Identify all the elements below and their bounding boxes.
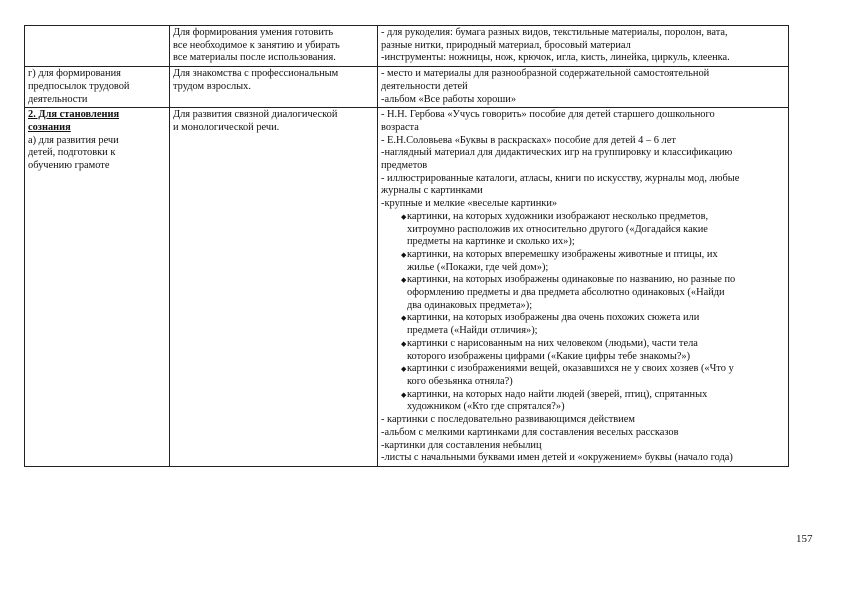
text-line: -листы с начальными буквами имен детей и «окружением» буквы (начало года) [381,452,733,464]
text-line: деятельности [28,93,88,105]
text-line: детей, подготовки к [28,147,116,159]
text-line: картинки, на которых вперемешку изображены животные и птицы, их [407,248,718,260]
text-line: -наглядный материал для дидактических игр на группировку и классификацию [381,147,733,159]
purpose-cell [170,108,378,467]
text-line: -картинки для составления небылиц [381,439,542,451]
list-item [381,389,785,414]
text-line: а) для развития речи [28,134,119,146]
text-line: возраста [381,121,419,133]
table-row [25,108,789,467]
diamond-bullet-icon: ◆ [401,276,407,285]
text-line: оформлению предметы и два предмета абсолютно одинаковых («Найди [407,287,725,299]
materials-cell [378,108,789,467]
text-line: художником («Кто где спрятался?») [407,401,565,413]
text-line: все необходимое к занятию и убирать [173,39,340,51]
text-line: - для рукоделия: бумага разных видов, текстильные материалы, поролон, вата, [381,27,728,38]
section-heading [28,109,166,134]
page-number: 157 [796,533,813,545]
list-item [381,363,785,388]
text-line: предметы на картинке и сколько их»); [407,236,575,248]
text-line: Для формирования умения готовить [173,27,334,38]
text-line: картинки, на которых надо найти людей (зверей, птиц), спрятанных [407,388,708,400]
area-cell [25,26,170,67]
text-line: кого обезьянка отняла?) [407,375,513,387]
diamond-bullet-icon: ◆ [401,250,407,259]
table-row [25,26,789,67]
text-line: - Н.Н. Гербова «Учусь говорить» пособие для детей старшего дошкольного [381,109,715,121]
text-line: картинки с изображениями вещей, оказавшихся не у своих хозяев («Что у [407,363,734,375]
text-line: трудом взрослых. [173,80,251,92]
materials-outro [381,414,785,465]
area-cell [25,108,170,467]
text-line: хитроумно расположив их относительно другого («Догадайся какие [407,223,708,235]
table-row [25,67,789,108]
text-line: картинки, на которых изображены два очень похожих сюжета или [407,312,700,324]
text-line: предмета («Найди отличия»); [407,325,538,337]
text-line: картинки, на которых изображены одинаковые по названию, но разные по [407,274,736,286]
purpose-cell [170,67,378,108]
text-line: -инструменты: ножницы, нож, крючок, игла, кисть, линейка, циркуль, клеенка. [381,52,730,64]
materials-cell [378,26,789,67]
text-line: два одинаковых предмета»); [407,299,533,311]
text-line: обучению грамоте [28,160,110,172]
text-line: - Е.Н.Соловьева «Буквы в раскрасках» пособие для детей 4 – 6 лет [381,134,676,146]
text-line: и монологической речи. [173,121,280,133]
text-line: Для развития связной диалогической [173,109,338,121]
text-line: -крупные и мелкие «веселые картинки» [381,198,558,210]
text-line: 2. Для становления [28,109,120,121]
text-line: -альбом «Все работы хороши» [381,93,517,105]
text-line: разные нитки, природный материал, бросовый материал [381,39,631,51]
text-line: - иллюстрированные каталоги, атласы, книги по искусству, журналы мод, любые [381,172,740,184]
diamond-bullet-icon: ◆ [401,390,407,399]
subsection-label [28,135,166,173]
text-line: предпосылок трудовой [28,80,130,92]
text-line: предметов [381,160,428,172]
diamond-bullet-icon: ◆ [401,212,407,221]
text-line: - картинки с последовательно развивающимся действием [381,414,635,426]
diamond-bullet-icon: ◆ [401,314,407,323]
list-item [381,312,785,337]
text-line: все материалы после использования. [173,52,336,64]
purpose-cell [170,26,378,67]
text-line: деятельности детей [381,80,468,92]
text-line: сознания [28,121,71,133]
list-item [381,211,785,249]
area-cell [25,67,170,108]
text-line: -альбом с мелкими картинками для составления веселых рассказов [381,426,679,438]
materials-table [24,25,789,467]
list-item [381,274,785,312]
text-line: г) для формирования [28,68,121,80]
text-line: картинки, на которых художники изображают несколько предметов, [407,210,709,222]
text-line: журналы с картинками [381,185,483,197]
diamond-bullet-icon: ◆ [401,339,407,348]
picture-types-list [381,211,785,414]
materials-intro [381,109,785,211]
materials-cell [378,67,789,108]
text-line: - место и материалы для разнообразной содержательной самостоятельной [381,68,710,80]
text-line: Для знакомства с профессиональным [173,68,339,80]
list-item [381,249,785,274]
text-line: жилье («Покажи, где чей дом»); [407,261,549,273]
text-line: картинки с нарисованным на них человеком (людьми), части тела [407,337,698,349]
diamond-bullet-icon: ◆ [401,365,407,374]
list-item [381,338,785,363]
text-line: которого изображены цифрами («Какие цифры тебе знакомы?») [407,350,691,362]
